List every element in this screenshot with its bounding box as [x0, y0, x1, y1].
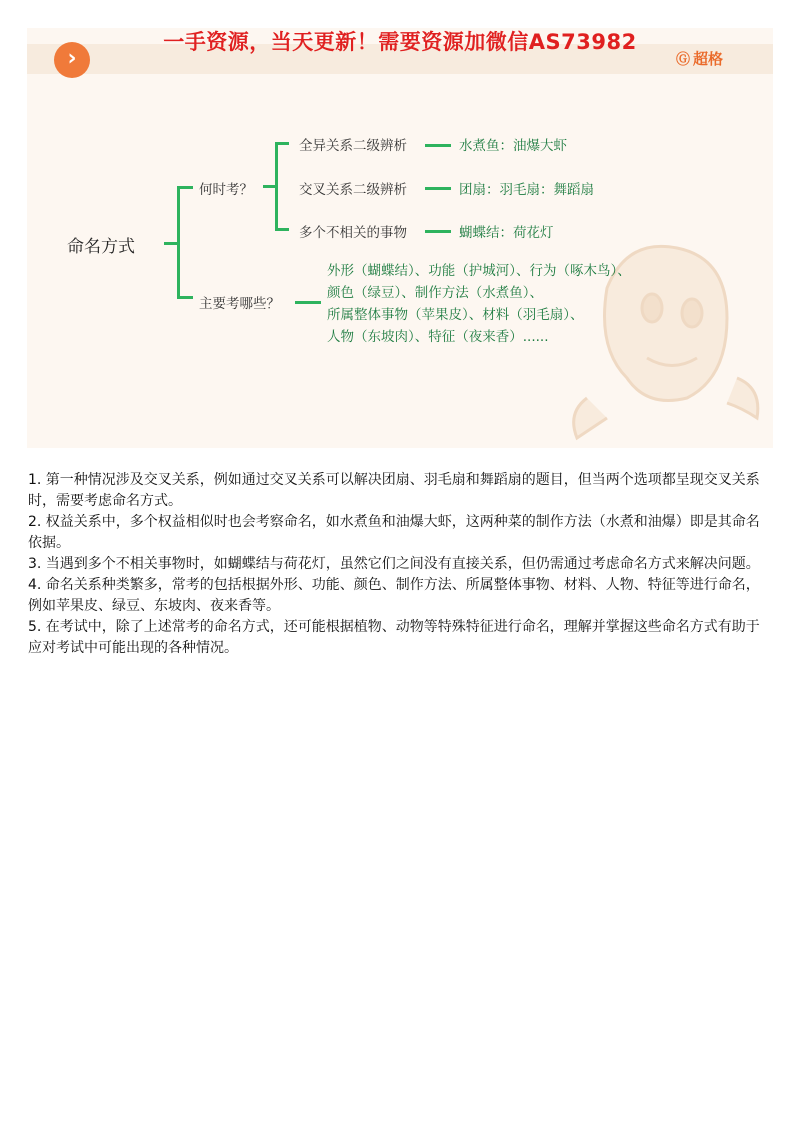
desc-line-2: 颜色（绿豆）、制作方法（水煮鱼）、: [327, 285, 543, 301]
branch-what: 主要考哪些？: [199, 296, 280, 312]
root-brace-top: [177, 186, 193, 189]
note-1: 1. 第一种情况涉及交叉关系，例如通过交叉关系可以解决团扇、羽毛扇和舞蹈扇的题目，但当两个选项都呈现交叉关系时，需要考虑命名方式。: [28, 472, 760, 509]
root-brace-stem: [164, 242, 178, 245]
brand-g-icon: Ⓖ: [675, 52, 690, 68]
root-brace: [177, 188, 180, 298]
branch-when: 何时考？: [199, 182, 253, 198]
child-2: 交叉关系二级辨析: [299, 182, 407, 198]
leaf-1: 水煮鱼：油爆大虾: [459, 138, 567, 154]
child-3: 多个不相关的事物: [299, 225, 407, 241]
mindmap-root: 命名方式: [67, 237, 135, 257]
child-1: 全异关系二级辨析: [299, 138, 407, 154]
note-2: 2. 权益关系中，多个权益相似时也会考察命名，如水煮鱼和油爆大虾，这两种菜的制作方法（水煮和油爆）即是其命名依据。: [28, 514, 760, 551]
what-connector: [295, 301, 321, 304]
leaf-2: 团扇：羽毛扇：舞蹈扇: [459, 182, 594, 198]
slide-image: [27, 28, 773, 448]
sub-brace-bottom: [275, 228, 289, 231]
note-3: 3. 当遇到多个不相关事物时，如蝴蝶结与荷花灯，虽然它们之间没有直接关系，但仍需通过考虑命名方式来解决问题。: [28, 556, 760, 572]
child-2-connector: [425, 187, 451, 190]
sub-brace: [275, 143, 278, 230]
note-5: 5. 在考试中，除了上述常考的命名方式，还可能根据植物、动物等特殊特征进行命名，理解并掌握这些命名方式有助于应对考试中可能出现的各种情况。: [28, 619, 760, 656]
child-3-connector: [425, 230, 451, 233]
watermark-text: 一手资源，当天更新！需要资源加微信AS73982: [163, 30, 637, 54]
sub-brace-top: [275, 142, 289, 145]
logo-text: 超格: [692, 50, 723, 68]
desc-line-3: 所属整体事物（苹果皮）、材料（羽毛扇）、: [327, 307, 584, 323]
notes-list: [28, 470, 768, 659]
child-1-connector: [425, 144, 451, 147]
chevron-right-icon[interactable]: ›: [54, 42, 90, 78]
what-description: [327, 260, 631, 348]
desc-line-1: 外形（蝴蝶结）、功能（护城河）、行为（啄木鸟）、: [327, 263, 631, 279]
desc-line-4: 人物（东坡肉）、特征（夜来香）......: [327, 329, 549, 345]
note-4: 4. 命名关系种类繁多，常考的包括根据外形、功能、颜色、制作方法、所属整体事物、材料、人物、特征等进行命名，例如苹果皮、绿豆、东坡肉、夜来香等。: [28, 577, 760, 614]
root-brace-bottom: [177, 296, 193, 299]
leaf-3: 蝴蝶结：荷花灯: [459, 225, 554, 241]
